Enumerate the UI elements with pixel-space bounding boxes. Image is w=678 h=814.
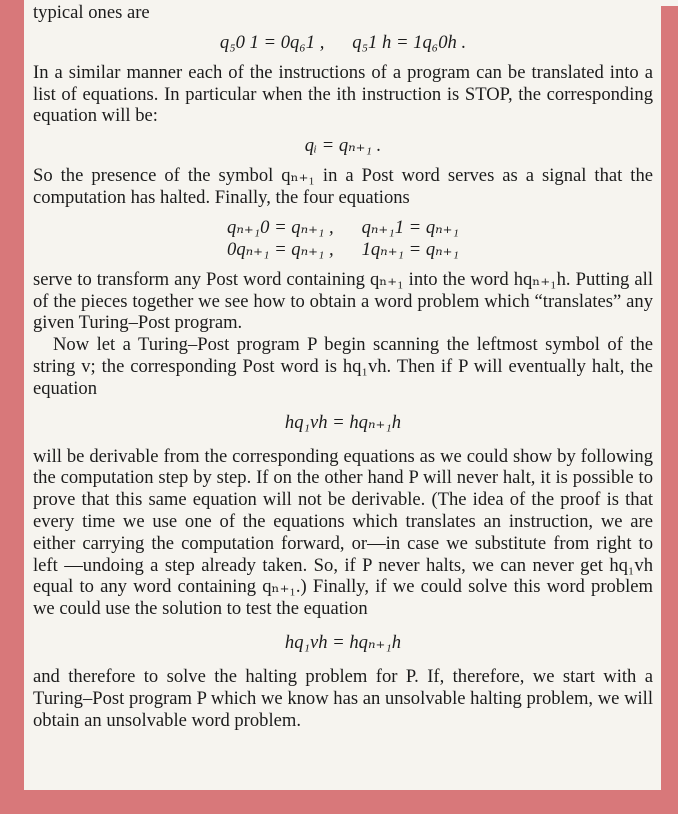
paragraph-transform: serve to transform any Post word containing qₙ₊₁ into the word hqₙ₊₁h. Putting all of the pieces together we see how to obtain a word problem which “translates” any given Turing–Post program. [33,268,653,334]
equation-transitions: q₅0 1 = 0q₆1 , q₅1 h = 1q₆0h . [219,31,467,53]
equation-four-b: 0qₙ₊₁ = qₙ₊₁ , 1qₙ₊₁ = qₙ₊₁ [227,238,459,260]
paragraph-conclusion: and therefore to solve the halting problem for P. If, therefore, we start with a Turing–Post program P which we know has an unsolvable halting problem, we will obtain an unsolvable word problem. [33,665,653,731]
paragraph-derivable: will be derivable from the corresponding equations as we could show by following the computation step by step. If on the other hand P will never halt, it is possible to prove that this same equation will not be derivable. (The idea of the proof is that every time we use one of the equations which translates an instruction, we are either carrying the computation forward, or—in case we substitute from right to left —undoing a step already taken. So, if P never halts, we can never get hq₁vh equal to any word containing qₙ₊₁.) Finally, if we could solve this word problem we could use the solution to test the equation [33,445,653,620]
page-border-bottom [0,790,678,814]
equation-test: hq₁vh = hqₙ₊₁h [284,631,402,653]
paragraph-intro: typical ones are [33,2,150,23]
page-border-left [0,0,24,806]
paragraph-turing-post: Now let a Turing–Post program P begin scanning the leftmost symbol of the string v; the corresponding Post word is hq₁vh. Then if P will eventually halt, the equation [33,334,653,399]
equation-halting: hq₁vh = hqₙ₊₁h [284,411,402,433]
page-content [33,0,653,731]
equation-four-a: qₙ₊₁0 = qₙ₊₁ , qₙ₊₁1 = qₙ₊₁ [227,216,459,238]
paragraph-instructions: In a similar manner each of the instructions of a program can be translated into a list of equations. In particular when the ith instruction is STOP, the corresponding equation will be: [33,61,653,127]
page-border-right [661,6,678,812]
equation-stop: qᵢ = qₙ₊₁ . [304,135,382,157]
paragraph-halt-signal: So the presence of the symbol qₙ₊₁ in a Post word serves as a signal that the computation has halted. Finally, the four equations [33,165,653,208]
